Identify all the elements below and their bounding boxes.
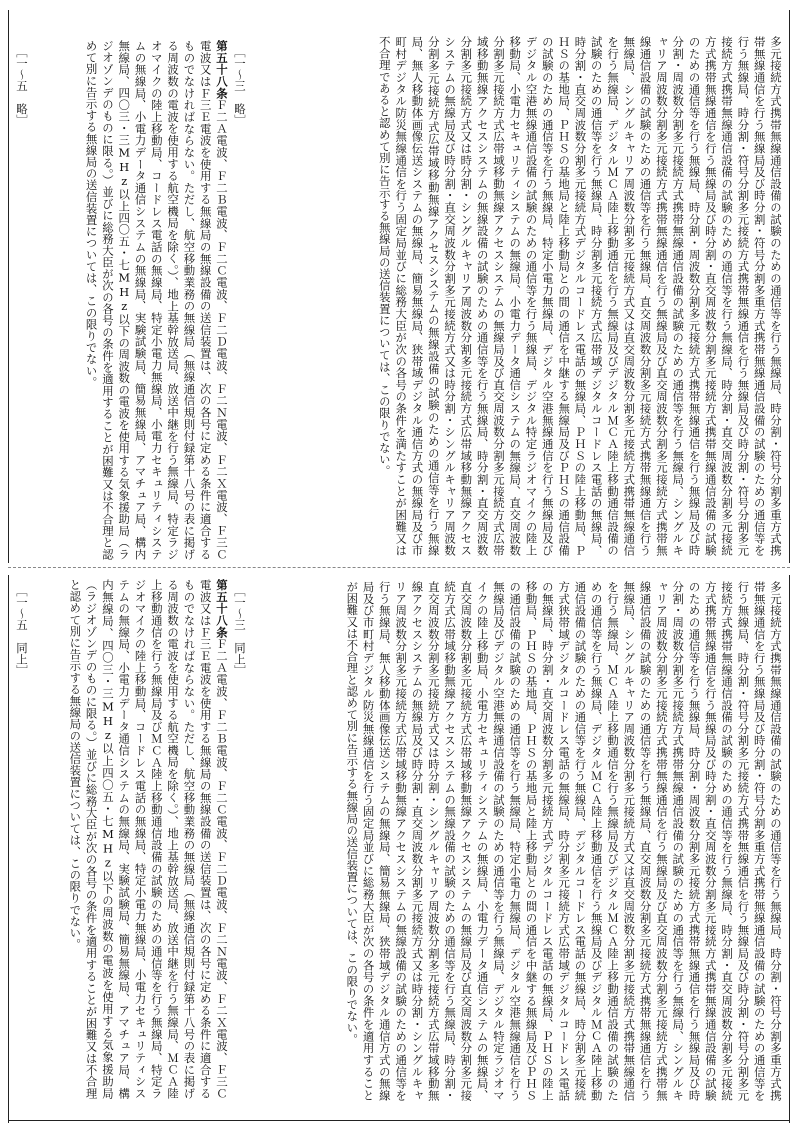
bottom-article-text: Ｆ二Ａ電波、Ｆ二Ｂ電波、Ｆ二Ｃ電波、Ｆ二Ｄ電波、Ｆ二Ｎ電波、Ｆ二Ｘ電波、Ｆ三Ｃ電波又はＦ三Ｅ電波を使用する無線局の無線設備の送信装置は、次の各号に定める条件に適合するものでなければならない。ただし、航空移動業務の無線局（無線通信規則付録第十八号の表に掲げる周波数の電波を使用する航空機局を除く。）、地上基幹放送局、放送中継を行う無線局、ＭＣＡ陸上移動通信を行う無線局及びＭＣＡ陸上移動通信設備の試験のための通信等を行う無線局、特定ラジオマイクの陸上移動局、コードレス電話の無線局、特定小電力無線局、小電力セキュリティシステムの無線局、小電力データ通信システムの無線局、実験試験局、簡易無線局、アマチュア局、構内無線局、四〇三・三MHz以上四〇五・七MHz以下の周波数の電波を使用する気象援助局（ラジオゾンデのものに限る。）並びに総務大臣が次の各号の条件を適用することが困難又は不合理と認めて別に告示する無線局の送信装置については、この限りでない。 [68,579,229,1099]
bottom-main-paragraph: 多元接続方式携帯無線通信設備の試験のための通信等を行う無線局、時分割・符号分割多重方式携帯無線通信を行う無線局及び時分割・符号分割多重方式携帯無線通信設備の試験のための通信等を行う無線局、時分割・符号分割多元接続方式携帯無線通信を行う無線局及び時分割・符号分割多元接続方式携帯無線通信設備の試験のための通信等を行う無線局、時分割・直交周波数分割多元接続方式携帯無線通信を行う無線局及び時分割・直交周波数分割多元接続方式携帯無線通信設備の試験のための通信等を行う無線局、時分割・周波数分割多元接続方式携帯無線通信を行う無線局及び時分割・周波数分割多元接続方式携帯無線通信設備の試験のための通信等を行う無線局、シングルキャリア周波数分割多元接続方式携帯無線通信を行う無線局及び直交周波数分割多元接続方式携帯無線通信設備の試験のための通信等を行う無線局、直交周波数分割多元接続方式携帯無線通信を行う無線局、シングルキャリア周波数分割多元接続方式又は直交周波数分割多元接続方式携帯無線通信を行う無線局、ＭＣＡ陸上移動通信を行う無線局及びデジタルＭＣＡ陸上移動通信設備の試験のための通信等を行う無線局、デジタルＭＣＡ陸上移動通信を行う無線局及びデジタルＭＣＡ陸上移動通信設備の試験のための通信等を行う無線局、デジタルコードレス電話の無線局、時分割多元接続方式狭帯域デジタルコードレス電話の無線局、時分割多元接続方式広帯域デジタルコードレス電話の無線局、時分割・直交周波数分割多元接続方式デジタルコードレス電話の無線局、ＰＨＳの陸上移動局、ＰＨＳの基地局、ＰＨＳの基地局と陸上移動局との間の通信を中継する無線局及びＰＨＳの通信設備の試験のための通信等を行う無線局、特定小電力無線局、デジタル空港無線通信を行う無線局及びデジタル空港無線通信設備の試験のための通信等を行う無線局、デジタル特定ラジオマイクの陸上移動局、小電力セキュリティシステムの無線局、小電力データ通信システムの無線局、直交周波数分割多元接続方式広帯域移動無線アクセスシステムの無線局及び直交周波数分割多元接続方式広帯域移動無線アクセスシステムの無線設備の試験のための通信等を行う無線局、時分割・直交周波数分割多元接続方式又は時分割・シングルキャリア周波数分割多元接続方式広帯域移動無線アクセスシステムの無線局及び時分割・直交周波数分割多元接続方式又は時分割・シングルキャリア周波数分割多元接続方式広帯域移動無線アクセスシステムの無線設備の試験のための通信等を行う無線局、無人移動体画像伝送システムの無線局、簡易無線局、狭帯域デジタル通信方式の無線局及び市町村デジタル防災無線通信を行う固定局並びに総務大臣が次の各号の条件を適用することが困難又は不合理と認めて別に告示する無線局の送信装置については、この限りでない。 [345,581,783,1101]
top-article-label: 第五十八条 [215,40,229,100]
top-section [0,10,798,563]
top-bracket-2: ［一～五 略］ [15,46,29,126]
top-right-rule [789,10,790,563]
bottom-article-block [40,579,230,1099]
section-divider [8,567,790,568]
bottom-base-rule [8,1120,790,1121]
bottom-section [0,575,798,1123]
bottom-article-label: 第五十八条 [215,579,229,639]
top-article-block [40,40,230,560]
bottom-bracket-2: ［一～五 同上］ [15,585,29,677]
top-main-paragraph: 多元接続方式携帯無線通信設備の試験のための通信等を行う無線局、時分割・符号分割多重方式携帯無線通信を行う無線局及び時分割・符号分割多重方式携帯無線通信設備の試験のための通信等を行う無線局、時分割・符号分割多元接続方式携帯無線通信を行う無線局及び時分割・符号分割多元接続方式携帯無線通信設備の試験のための通信等を行う無線局、時分割・直交周波数分割多元接続方式携帯無線通信を行う無線局及び時分割・直交周波数分割多元接続方式携帯無線通信設備の試験のための通信等を行う無線局、時分割・周波数分割多元接続方式携帯無線通信を行う無線局及び時分割・周波数分割多元接続方式携帯無線通信設備の試験のための通信等を行う無線局、シングルキャリア周波数分割多元接続方式携帯無線通信を行う無線局及び直交周波数分割多元接続方式携帯無線通信設備の試験のための通信等を行う無線局、直交周波数分割多元接続方式携帯無線通信を行う無線局、シングルキャリア周波数分割多元接続方式又は直交周波数分割多元接続方式携帯無線通信を行う無線局、デジタルＭＣＡ陸上移動通信を行う無線局及びデジタルＭＣＡ陸上移動通信設備の試験のための通信等を行う無線局、時分割多元接続方式広帯域デジタルコードレス電話の無線局、時分割・直交周波数分割多元接続方式デジタルコードレス電話の無線局、ＰＨＳの陸上移動局、ＰＨＳの基地局、ＰＨＳの基地局と陸上移動局との間の通信を中継する無線局及びＰＨＳの通信設備の試験のための通信等を行う無線局、特定小電力無線局、デジタル空港無線通信を行う無線局及びデジタル空港無線通信設備の試験のための通信等を行う無線局、デジタル特定ラジオマイクの陸上移動局、小電力セキュリティシステムの無線局、小電力データ通信システムの無線局、直交周波数分割多元接続方式広帯域移動無線アクセスシステムの無線局及び直交周波数分割多元接続方式広帯域移動無線アクセスシステムの無線設備の試験のための通信等を行う無線局、時分割・直交周波数分割多元接続方式又は時分割・シングルキャリア周波数分割多元接続方式広帯域移動無線アクセスシステムの無線局及び時分割・直交周波数分割多元接続方式又は時分割・シングルキャリア周波数分割多元接続方式広帯域移動無線アクセスシステムの無線設備の試験のための通信等を行う無線局、無人移動体画像伝送システムの無線局、簡易無線局、狭帯域デジタル通信方式の無線局及び市町村デジタル防災無線通信を行う固定局並びに総務大臣が次の各号の条件を満たすことが困難又は不合理であると認めて別に告示する無線局の送信装置については、この限りでない。 [377,36,783,556]
top-left-rule [8,10,9,563]
bottom-right-rule [789,575,790,1123]
bottom-left-rule [8,575,9,1123]
bottom-bracket-1: ［一～三 同上］ [233,585,247,677]
top-bracket-1: ［一～三 略］ [233,46,247,126]
top-article-text: Ｆ二Ａ電波、Ｆ二Ｂ電波、Ｆ二Ｃ電波、Ｆ二Ｄ電波、Ｆ二Ｎ電波、Ｆ二Ｘ電波、Ｆ三Ｃ電波又はＦ三Ｅ電波を使用する無線局の無線設備の送信装置は、次の各号に定める条件に適合するものでなければならない。ただし、航空移動業務の無線局（無線通信規則付録第十八号の表に掲げる周波数の電波を使用する航空機局を除く。）、地上基幹放送局、放送中継を行う無線局、特定ラジオマイクの陸上移動局、コードレス電話の無線局、特定小電力無線局、小電力セキュリティシステムの無線局、小電力データ通信システムの無線局、実験試験局、簡易無線局、アマチュア局、構内無線局、四〇三・三MHz以上四〇五・七MHz以下の周波数の電波を使用する気象援助局（ラジオゾンデのものに限る。）並びに総務大臣が次の各号の条件を適用することが困難又は不合理と認めて別に告示する無線局の送信装置については、この限りでない。 [84,40,229,560]
